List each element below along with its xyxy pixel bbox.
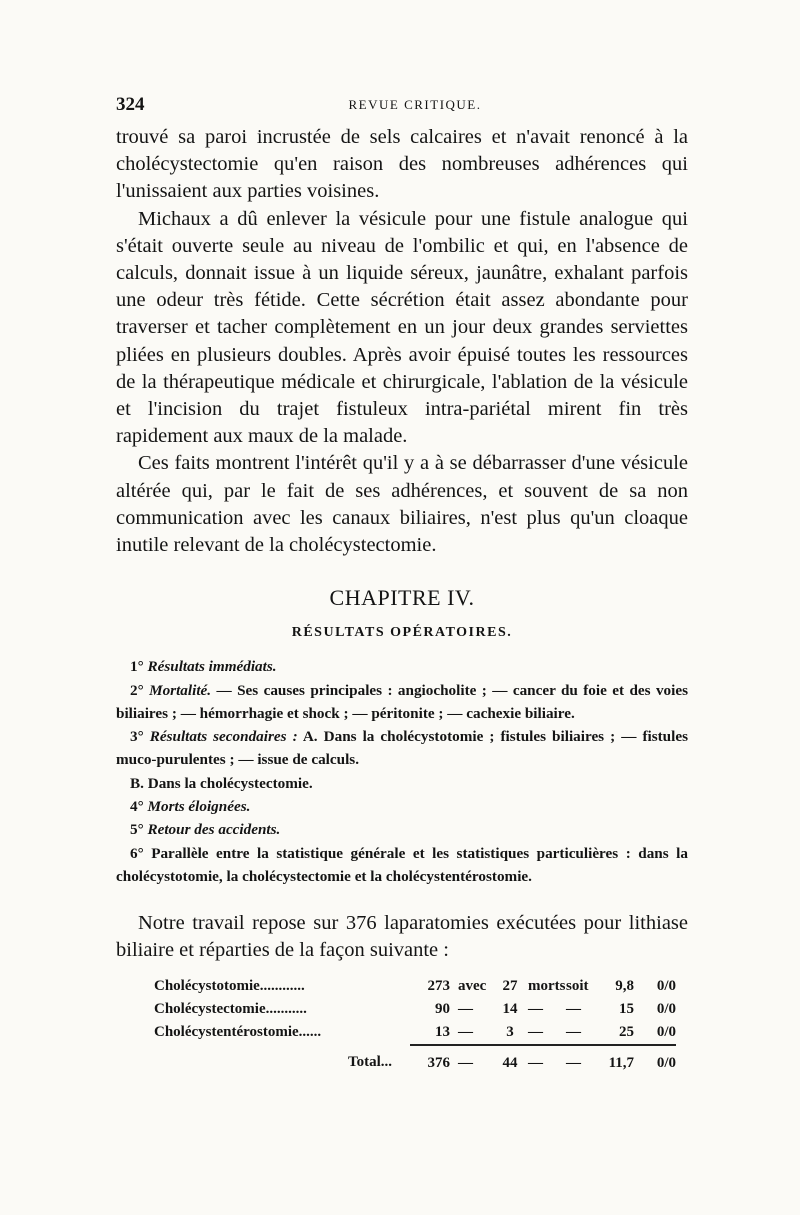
death-count: 14 [502, 1000, 518, 1017]
outline-num: 3° [130, 728, 144, 746]
body-text [116, 124, 688, 559]
operation-count: 13 [435, 1023, 450, 1040]
total-label: Total... [347, 1054, 392, 1071]
running-title: REVUE CRITIQUE. [348, 97, 482, 112]
outline-item [116, 679, 688, 726]
outline-text: B. Dans la cholécystectomie. [130, 774, 313, 792]
separator: — [458, 1000, 473, 1017]
table-row [154, 1021, 676, 1045]
outline-text: Parallèle entre la statistique générale et les statistiques particulières : dans la cholécystotomie, la cholécystectomie et la cholécystentérostomie. [116, 844, 688, 885]
statistics-table [154, 975, 676, 1075]
page-number: 324 [116, 94, 145, 115]
operation-label: Cholécystectomie........... [154, 1000, 307, 1017]
percent-unit: 0/0 [656, 1000, 676, 1017]
percent-unit: 0/0 [634, 1045, 676, 1075]
mortality-rate: 15 [619, 1000, 634, 1017]
total-mortality-rate: 11,7 [594, 1045, 634, 1075]
outline-title: Morts éloignées. [147, 798, 251, 816]
operation-label: Cholécystentérostomie...... [154, 1024, 322, 1041]
table-row [154, 998, 676, 1021]
operation-count: 90 [435, 1000, 450, 1017]
outline-item [116, 795, 688, 818]
total-deaths: 44 [492, 1045, 528, 1075]
chapter-outline [116, 655, 688, 888]
separator: — [566, 1023, 581, 1040]
outline-num: 6° [130, 844, 144, 862]
outline-num: 2° [130, 681, 144, 699]
outline-item [116, 655, 688, 678]
outline-title: Mortalité. [149, 681, 212, 699]
mortality-rate: 9,8 [615, 977, 634, 994]
operation-count: 273 [427, 977, 450, 994]
death-count: 27 [502, 977, 518, 994]
total-row [154, 1045, 676, 1075]
separator: — [528, 1000, 543, 1017]
page [116, 94, 688, 1075]
paragraph: Michaux a dû enlever la vésicule pour une fistule analogue qui s'était ouverte seule au niveau de l'ombilic et qui, en l'absence de calculs, donnait issue à un liquide séreux, jaunâtre, exhalant parfois une odeur très fétide. Cette sécrétion était assez abondante pour traverser et tacher complètement en un jour deux grandes serviettes pliées en plusieurs doubles. Après avoir épuisé toutes les ressources de la thérapeutique médicale et chirurgicale, l'ablation de la vésicule et l'incision du trajet fistuleux intra-pariétal mirent fin très rapidement aux maux de la malade. [116, 207, 688, 448]
chapter-title: CHAPITRE IV. [329, 585, 475, 611]
separator: — [458, 1023, 473, 1040]
paragraph: Ces faits montrent l'intérêt qu'il y a à se débarrasser d'une vésicule altérée qui, par le fait de ses adhérences, et souvent de sa non communication avec les canaux biliaires, n'est plus qu'un cloaque inutile relevant de la cholécystectomie. [116, 452, 688, 557]
death-count: 3 [506, 1023, 514, 1040]
operation-label: Cholécystotomie............ [154, 977, 305, 994]
total-operations: 376 [410, 1045, 458, 1075]
table-row [154, 975, 676, 998]
outline-title: Retour des accidents. [147, 821, 281, 839]
page-header [116, 94, 688, 122]
outline-item [116, 842, 688, 889]
separator: — [566, 1045, 594, 1075]
separator: avec [458, 977, 487, 994]
outline-text: — Ses causes principales : angiocholite ; — cancer du foie et des voies biliaires ; — hémorrhagie et shock ; — péritonite ; — cachexie biliaire. [116, 681, 689, 722]
percent-unit: 0/0 [656, 1023, 676, 1040]
mortality-rate: 25 [619, 1023, 634, 1040]
intro-text [116, 910, 688, 964]
outline-num: 5° [130, 821, 144, 839]
paragraph: Notre travail repose sur 376 laparatomies exécutées pour lithiase biliaire et réparties de la façon suivante : [116, 912, 688, 962]
outline-num: 1° [130, 658, 144, 676]
outline-item [116, 818, 688, 841]
outline-title: Résultats secondaires : [149, 728, 298, 746]
separator: — [528, 1045, 566, 1075]
outline-text: A. Dans la cholécystotomie ; fistules biliaires ; — fistules muco-purulentes ; — issue de calculs. [116, 728, 689, 769]
outline-item [116, 725, 688, 772]
separator: morts [528, 977, 566, 994]
chapter-subtitle: RÉSULTATS OPÉRATOIRES. [291, 625, 513, 641]
percent-unit: 0/0 [656, 977, 676, 994]
separator: soit [566, 977, 589, 994]
separator: — [458, 1045, 492, 1075]
outline-num: 4° [130, 798, 144, 816]
separator: — [566, 1000, 581, 1017]
outline-title: Résultats immédiats. [147, 658, 277, 676]
separator: — [528, 1023, 543, 1040]
paragraph: trouvé sa paroi incrustée de sels calcaires et n'avait renoncé à la cholécystectomie qu'en raison des nombreuses adhérences qui l'unissaient aux parties voisines. [116, 126, 688, 203]
outline-item [116, 772, 688, 795]
